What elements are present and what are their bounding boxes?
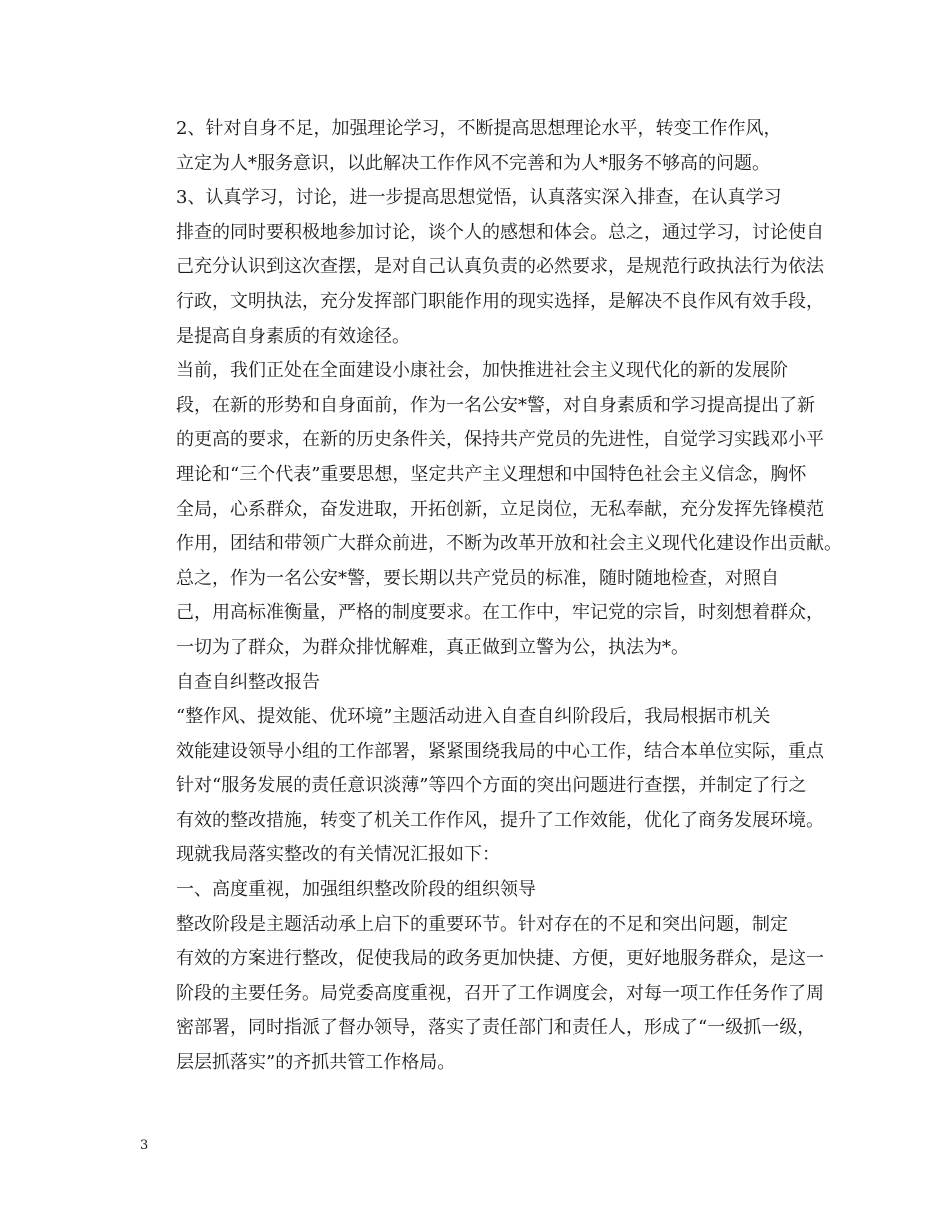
text-line: 作用，团结和带领广大群众前进，不断为改革开放和社会主义现代化建设作出贡献。 <box>176 533 842 555</box>
paragraph <box>140 354 842 562</box>
text-line: 是提高自身素质的有效途径。 <box>176 325 410 347</box>
text-line: 2、针对自身不足，加强理论学习，不断提高思想理论水平，转变工作作风， <box>176 118 782 139</box>
text-line: 效能建设领导小组的工作部署，紧紧围绕我局的中心工作，结合本单位实际，重点 <box>176 740 824 762</box>
text-line: 层层抓落实”的齐抓共管工作格局。 <box>176 1052 456 1074</box>
text-line: 整改阶段是主题活动承上启下的重要环节。针对存在的不足和突出问题，制定 <box>176 913 788 935</box>
text-line: 一、高度重视，加强组织整改阶段的组织领导 <box>176 879 536 901</box>
paragraph <box>140 873 816 908</box>
text-line: 立定为人*服务意识，以此解决工作作风不完善和为人*服务不够高的问题。 <box>176 152 770 174</box>
text-line: 针对“服务发展的责任意识淡薄”等四个方面的突出问题进行查摆，并制定了行之 <box>176 775 807 797</box>
text-line: 全局，心系群众，奋发进取，开拓创新，立足岗位，无私奉献，充分发挥先锋模范 <box>176 498 824 520</box>
paragraph <box>140 112 816 181</box>
text-line: 有效的方案进行整改，促使我局的政务更加快捷、方便，更好地服务群众，是这一 <box>176 948 824 970</box>
body-text <box>140 112 842 1081</box>
text-line: 3、认真学习，讨论，进一步提高思想觉悟，认真落实深入排查，在认真学习 <box>176 187 782 209</box>
paragraph <box>140 562 824 666</box>
text-line: 的更高的要求，在新的历史条件关，保持共产党员的先进性，自觉学习实践邓小平 <box>176 429 824 451</box>
text-line: 段，在新的形势和自身面前，作为一名公安*警，对自身素质和学习提高提出了新 <box>176 394 815 416</box>
text-line: 密部署，同时指派了督办领导，落实了责任部门和责任人，形成了“一级抓一级， <box>176 1017 816 1039</box>
text-line: 己充分认识到这次查摆，是对自己认真负责的必然要求，是规范行政执法行为依法 <box>176 256 824 278</box>
text-line: 一切为了群众，为群众排忧解难，真正做到立警为公，执法为*。 <box>176 636 689 658</box>
text-line: 排查的同时要积极地参加讨论，谈个人的感想和体会。总之，通过学习，讨论使自 <box>176 221 824 243</box>
paragraph <box>140 908 824 1081</box>
paragraph <box>140 700 824 873</box>
text-line: 有效的整改措施，转变了机关工作作风，提升了工作效能，优化了商务发展环境。 <box>176 809 824 831</box>
text-line: 阶段的主要任务。局党委高度重视，召开了工作调度会，对每一项工作任务作了周 <box>176 982 824 1004</box>
text-line: 当前，我们正处在全面建设小康社会，加快推进社会主义现代化的新的发展阶 <box>176 360 788 382</box>
text-line: 理论和“三个代表”重要思想，坚定共产主义理想和中国特色社会主义信念，胸怀 <box>176 463 807 485</box>
text-line: 自查自纠整改报告 <box>176 671 320 693</box>
paragraph <box>140 181 824 354</box>
page-number: 3 <box>140 1138 149 1153</box>
text-line: 现就我局落实整改的有关情况汇报如下： <box>176 844 500 866</box>
text-line: 行政，文明执法，充分发挥部门职能作用的现实选择，是解决不良作风有效手段， <box>176 290 824 312</box>
paragraph <box>140 666 816 701</box>
text-line: 总之，作为一名公安*警，要长期以共产党员的标准，随时随地检查，对照自 <box>176 567 779 589</box>
text-line: 己，用高标准衡量，严格的制度要求。在工作中，牢记党的宗旨，时刻想着群众， <box>176 602 824 624</box>
text-line: “整作风、提效能、优环境”主题活动进入自查自纠阶段后，我局根据市机关 <box>176 706 771 728</box>
